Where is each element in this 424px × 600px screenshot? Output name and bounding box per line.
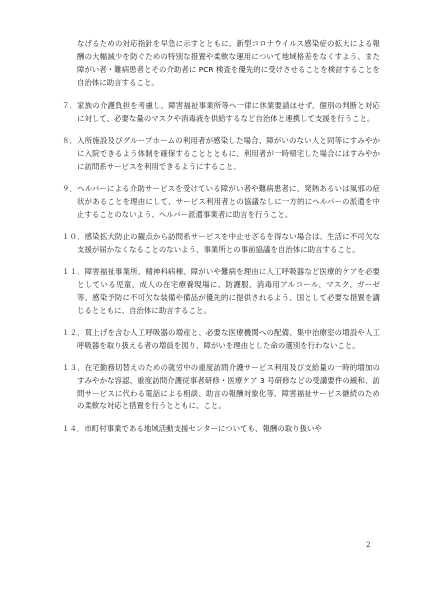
page-number: 2	[366, 541, 371, 549]
list-item-9: ９．ヘルパーによる介助サービスを受けている障がい者や難病患者に、発熱あるいは風邪の症状があることを理由にして、サービス利用者との協議なしに一方的にヘルパーの派遣を中止することのないよう、ヘルパー派遣事業者に助言を行うこと。	[62, 184, 380, 219]
continued-paragraph: なげるための対応指針を早急に示すとともに、新型コロナウイルス感染症の拡大による報酬の大幅減少を防ぐための特別な措置や柔軟な運用について地域格差をなくすよう、また障がい者・難病患者とその介助者に PCR 検査を優先的に受けさせることを検討することを自治体に助言すること。	[77, 39, 380, 87]
list-item-12: １２．買上げを含む人工呼吸器の増産と、必要な医療機関への配備、集中治療室の増設や人工呼吸器を取り扱える者の増員を図り、障がいを理由とした命の選別を行わないこと。	[62, 327, 380, 350]
list-item-14: １４．市町村事業である地域活動支援センターについても、報酬の取り扱いや	[62, 423, 322, 433]
list-item-7: ７．家族の介護負担を考慮し、障害福祉事業所等へ一律に休業要請はせず、個別の判断と対応に対して、必要な量のマスクや消毒液を供給するなど自治体と連携して支援を行うこと。	[62, 101, 380, 124]
list-item-8: ８．入所施設及びグループホームの利用者が感染した場合、障がいのない人と同等にすみやかに入院できるよう体制を確保することとともに、利用者が一時帰宅した場合にはすみやかに訪問系サービスを利用できるようにすること。	[62, 136, 380, 171]
document-body	[62, 38, 380, 435]
list-item-11: １１．障害福祉事業所、精神科病棟、障がいや難病を理由に人工呼吸器など医療的ケアを必要としている児童、成人の在宅療養現場に、防護服、消毒用アルコール、マスク、ガーゼ等、感染予防に不可欠な装備や備品が優先的に提供されるよう、国として必要な措置を講じるとともに、自治体に助言すること。	[62, 266, 380, 315]
list-item-13: １３．在宅勤務切替えのための就労中の重度訪問介護サービス利用及び支給量の一時的増加のすみやかな容認、重度訪問介護従事者研修・医療ケア 3 号研修などの受講要件の緩和、訪問サービスに代わる電話による相談、助言の報酬対象化等、障害福祉サービス継続のための柔軟な対応と措置を行うとともに、こと。	[62, 362, 380, 411]
list-item-10: １０．感染拡大防止の観点から訪問系サービスを中止せざるを得ない場合は、生活に不可欠な支援が届かなくなることのないよう、事業所との事前協議を自治体に助言すること。	[62, 231, 380, 254]
